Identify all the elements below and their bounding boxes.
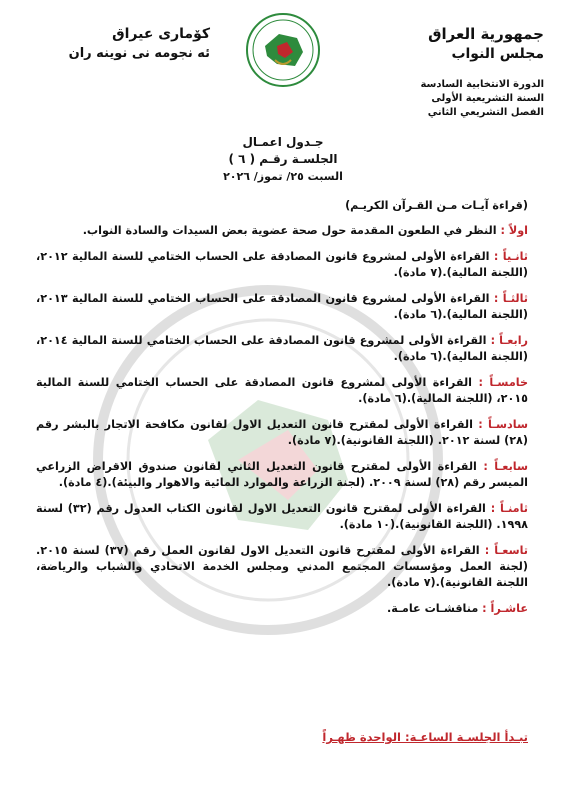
session-number: الجلسـة رقـم ( ٦ ) <box>228 152 338 166</box>
item-ordinal: عاشـراً : <box>482 602 528 615</box>
agenda-item <box>36 333 528 365</box>
item-text: القراءة الأولى لمشروع قانون المصادقة على الحساب الختامي للسنة المالية ٢٠١٣، (اللجنة المالية).(٦ مادة). <box>36 292 528 321</box>
agenda-item <box>36 291 528 323</box>
agenda-intro: (قراءة آيـات مـن القـرآن الكريـم) <box>345 199 528 212</box>
parliament-logo <box>245 12 321 88</box>
item-text: القراءة الأولى لمقترح قانون التعديل الاول لقانون العمل رقم (٣٧) لسنة ٢٠١٥. (لجنة العمل ومؤسسات المجتمع المدني ومجلس الخدمة الاتحادي والشباب والرياضة، اللجنة القانونية).(٧ مادة). <box>36 544 528 589</box>
agenda-item <box>36 543 528 591</box>
legislative-year: السنة التشريعية الأولى <box>431 93 544 104</box>
item-text: القراءة الأولى لمقترح قانون التعديل الاول لقانون مكافحة الاتجار بالبشر رقم (٢٨) لسنة ٢٠١٢. (اللجنة القانونية).(٧ مادة). <box>36 418 528 447</box>
item-text: مناقشـات عامـة. <box>387 602 479 615</box>
agenda-item <box>36 601 528 617</box>
item-ordinal: خامسـاً : <box>478 376 529 389</box>
session-term: الدورة الانتخابية السادسة <box>420 79 544 90</box>
legislative-chapter: الفصل التشريعي الثاني <box>427 107 544 118</box>
item-ordinal: ثانـياً : <box>493 250 528 263</box>
item-ordinal: اولاً : <box>500 224 528 237</box>
council-name: مجلس النواب <box>451 46 544 62</box>
agenda-title: جـدول اعمـال <box>242 135 324 149</box>
agenda-item <box>36 249 528 281</box>
item-ordinal: رابعـاً : <box>490 334 528 347</box>
item-text: النظر في الطعون المقدمة حول صحة عضوية بعض السيدات والسادة النواب. <box>82 224 497 237</box>
council-name-kurdish: ئه نجومه نی نوینه ران <box>68 46 210 61</box>
item-ordinal: ثامنـاً : <box>490 502 528 515</box>
country-name-kurdish: كۆماری عیراق <box>112 26 210 42</box>
agenda-item <box>36 459 528 491</box>
item-text: القراءة الأولى لمقترح قانون التعديل الثاني لقانون صندوق الاقراض الزراعي الميسر رقم (٢٨) لسنة ٢٠٠٩. (لجنة الزراعة والموارد المائية والاهوار والبيئة).(٤ مادة). <box>36 460 528 489</box>
session-start-note: تبـدأ الجلسـة الساعـة: الواحدة ظهـراً <box>322 730 528 744</box>
item-text: القراءة الأولى لمقترح قانون التعديل الاول لقانون الكتاب العدول رقم (٣٢) لسنة ١٩٩٨. (اللجنة القانونية).(١٠ مادة). <box>36 502 528 531</box>
item-ordinal: ثالثـاً : <box>493 292 528 305</box>
item-ordinal: سابعـاً : <box>483 460 528 473</box>
item-ordinal: تاسعـاً : <box>484 544 528 557</box>
country-name: جمهورية العراق <box>428 25 544 43</box>
agenda-item <box>36 501 528 533</box>
item-text: القراءة الأولى لمشروع قانون المصادقة على الحساب الختامي للسنة المالية ٢٠١٥، (اللجنة المالية).(٦ مادة). <box>36 376 528 405</box>
item-text: القراءة الأولى لمشروع قانون المصادقة على الحساب الختامي للسنة المالية ٢٠١٢، (اللجنة المالية).(٧ مادة). <box>36 250 528 279</box>
agenda-item <box>36 375 528 407</box>
header-right-block <box>354 24 544 120</box>
agenda-item <box>36 417 528 449</box>
item-text: القراءة الأولى لمشروع قانون المصادقة على الحساب الختامي للسنة المالية ٢٠١٤، (اللجنة المالية).(٦ مادة). <box>36 334 528 363</box>
item-ordinal: سادسـاً : <box>478 418 528 431</box>
agenda-title-block <box>183 134 383 185</box>
session-date: السبت ٢٥/ تموز/ ٢٠٢٦ <box>223 170 343 183</box>
agenda-list <box>36 198 528 627</box>
agenda-item <box>36 223 528 239</box>
header-left-block <box>20 24 210 64</box>
